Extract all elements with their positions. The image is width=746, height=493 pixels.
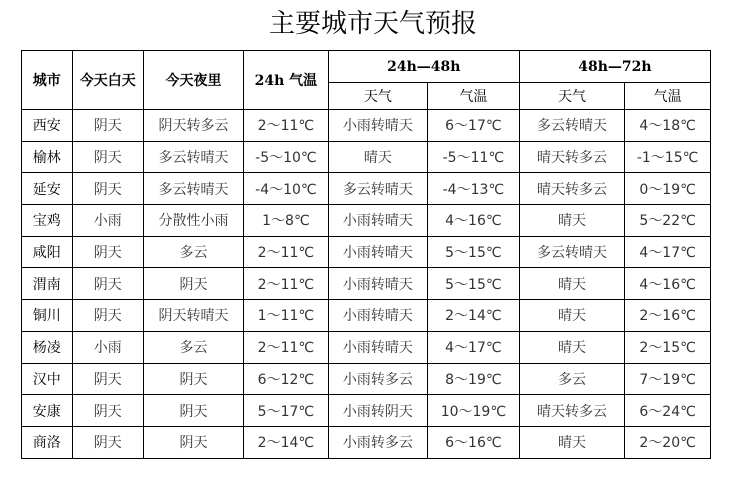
subheader-weather-48: 天气	[328, 83, 427, 110]
temp-48h-cell: 8～19℃	[427, 363, 519, 395]
temp-48h-cell: 2～14℃	[427, 300, 519, 332]
temp-72h-cell: 0～19℃	[625, 173, 711, 205]
temp-72h-cell: 6～24℃	[625, 395, 711, 427]
temp-24h-cell: 2～11℃	[244, 268, 329, 300]
weather-72h-cell: 晴天	[519, 205, 624, 237]
temp-48h-cell: -5～11℃	[427, 141, 519, 173]
today-day-cell: 小雨	[72, 331, 143, 363]
header-range-24-48: 24h—48h	[328, 51, 519, 83]
weather-48h-cell: 小雨转阴天	[328, 395, 427, 427]
weather-48h-cell: 晴天	[328, 141, 427, 173]
weather-48h-cell: 小雨转晴天	[328, 331, 427, 363]
temp-24h-cell: 2～11℃	[244, 236, 329, 268]
temp-48h-cell: 6～16℃	[427, 426, 519, 458]
temp-72h-cell: 4～18℃	[625, 110, 711, 142]
city-cell: 咸阳	[22, 236, 73, 268]
weather-72h-cell: 晴天	[519, 268, 624, 300]
city-cell: 商洛	[22, 426, 73, 458]
today-night-cell: 多云转晴天	[143, 173, 243, 205]
table-row	[22, 141, 711, 173]
weather-72h-cell: 晴天转多云	[519, 141, 624, 173]
weather-48h-cell: 小雨转晴天	[328, 205, 427, 237]
city-cell: 延安	[22, 173, 73, 205]
table-row	[22, 363, 711, 395]
weather-48h-cell: 小雨转多云	[328, 426, 427, 458]
temp-72h-cell: 2～16℃	[625, 300, 711, 332]
weather-48h-cell: 小雨转晴天	[328, 110, 427, 142]
header-today-night: 今天夜里	[143, 51, 243, 110]
today-night-cell: 阴天	[143, 363, 243, 395]
header-range-48-72: 48h—72h	[519, 51, 710, 83]
today-day-cell: 阴天	[72, 236, 143, 268]
temp-48h-cell: 4～17℃	[427, 331, 519, 363]
today-day-cell: 阴天	[72, 426, 143, 458]
temp-72h-cell: 7～19℃	[625, 363, 711, 395]
weather-72h-cell: 晴天	[519, 331, 624, 363]
temp-24h-cell: 5～17℃	[244, 395, 329, 427]
city-cell: 汉中	[22, 363, 73, 395]
today-day-cell: 阴天	[72, 363, 143, 395]
weather-72h-cell: 多云	[519, 363, 624, 395]
temp-24h-cell: 6～12℃	[244, 363, 329, 395]
subheader-temp-48: 气温	[427, 83, 519, 110]
table-row	[22, 173, 711, 205]
temp-72h-cell: 2～20℃	[625, 426, 711, 458]
subheader-temp-72: 气温	[625, 83, 711, 110]
temp-24h-cell: 1～11℃	[244, 300, 329, 332]
temp-24h-cell: 2～11℃	[244, 110, 329, 142]
temp-48h-cell: 5～15℃	[427, 268, 519, 300]
today-night-cell: 阴天	[143, 268, 243, 300]
weather-72h-cell: 晴天	[519, 300, 624, 332]
weather-72h-cell: 多云转晴天	[519, 110, 624, 142]
temp-24h-cell: -5～10℃	[244, 141, 329, 173]
today-night-cell: 阴天	[143, 395, 243, 427]
temp-48h-cell: 4～16℃	[427, 205, 519, 237]
temp-48h-cell: 5～15℃	[427, 236, 519, 268]
temp-24h-cell: 2～14℃	[244, 426, 329, 458]
today-day-cell: 阴天	[72, 300, 143, 332]
city-cell: 宝鸡	[22, 205, 73, 237]
weather-48h-cell: 小雨转晴天	[328, 236, 427, 268]
temp-72h-cell: 2～15℃	[625, 331, 711, 363]
today-night-cell: 多云转晴天	[143, 141, 243, 173]
temp-24h-cell: 2～11℃	[244, 331, 329, 363]
table-row	[22, 236, 711, 268]
table-row	[22, 205, 711, 237]
city-cell: 杨凌	[22, 331, 73, 363]
city-cell: 渭南	[22, 268, 73, 300]
temp-24h-cell: -4～10℃	[244, 173, 329, 205]
forecast-table	[21, 50, 711, 459]
temp-72h-cell: -1～15℃	[625, 141, 711, 173]
weather-72h-cell: 晴天转多云	[519, 395, 624, 427]
header-temp-24h: 24h 气温	[244, 51, 329, 110]
today-night-cell: 分散性小雨	[143, 205, 243, 237]
temp-24h-cell: 1～8℃	[244, 205, 329, 237]
header-city: 城市	[22, 51, 73, 110]
weather-72h-cell: 多云转晴天	[519, 236, 624, 268]
city-cell: 铜川	[22, 300, 73, 332]
temp-48h-cell: 6～17℃	[427, 110, 519, 142]
today-day-cell: 阴天	[72, 395, 143, 427]
temp-48h-cell: 10～19℃	[427, 395, 519, 427]
table-row	[22, 300, 711, 332]
table-row	[22, 110, 711, 142]
city-cell: 西安	[22, 110, 73, 142]
header-today-day: 今天白天	[72, 51, 143, 110]
table-row	[22, 426, 711, 458]
table-row	[22, 268, 711, 300]
today-night-cell: 多云	[143, 236, 243, 268]
temp-72h-cell: 4～16℃	[625, 268, 711, 300]
today-day-cell: 阴天	[72, 110, 143, 142]
weather-48h-cell: 小雨转晴天	[328, 300, 427, 332]
temp-72h-cell: 5～22℃	[625, 205, 711, 237]
city-cell: 榆林	[22, 141, 73, 173]
today-night-cell: 阴天转晴天	[143, 300, 243, 332]
table-row	[22, 331, 711, 363]
weather-72h-cell: 晴天	[519, 426, 624, 458]
temp-48h-cell: -4～13℃	[427, 173, 519, 205]
header-row	[22, 51, 711, 83]
city-cell: 安康	[22, 395, 73, 427]
today-day-cell: 小雨	[72, 205, 143, 237]
today-day-cell: 阴天	[72, 173, 143, 205]
weather-48h-cell: 多云转晴天	[328, 173, 427, 205]
table-row	[22, 395, 711, 427]
today-night-cell: 多云	[143, 331, 243, 363]
weather-72h-cell: 晴天转多云	[519, 173, 624, 205]
temp-72h-cell: 4～17℃	[625, 236, 711, 268]
today-night-cell: 阴天转多云	[143, 110, 243, 142]
page-title: 主要城市天气预报	[268, 9, 477, 39]
today-day-cell: 阴天	[72, 268, 143, 300]
weather-48h-cell: 小雨转多云	[328, 363, 427, 395]
subheader-weather-72: 天气	[519, 83, 624, 110]
weather-48h-cell: 小雨转晴天	[328, 268, 427, 300]
today-day-cell: 阴天	[72, 141, 143, 173]
today-night-cell: 阴天	[143, 426, 243, 458]
